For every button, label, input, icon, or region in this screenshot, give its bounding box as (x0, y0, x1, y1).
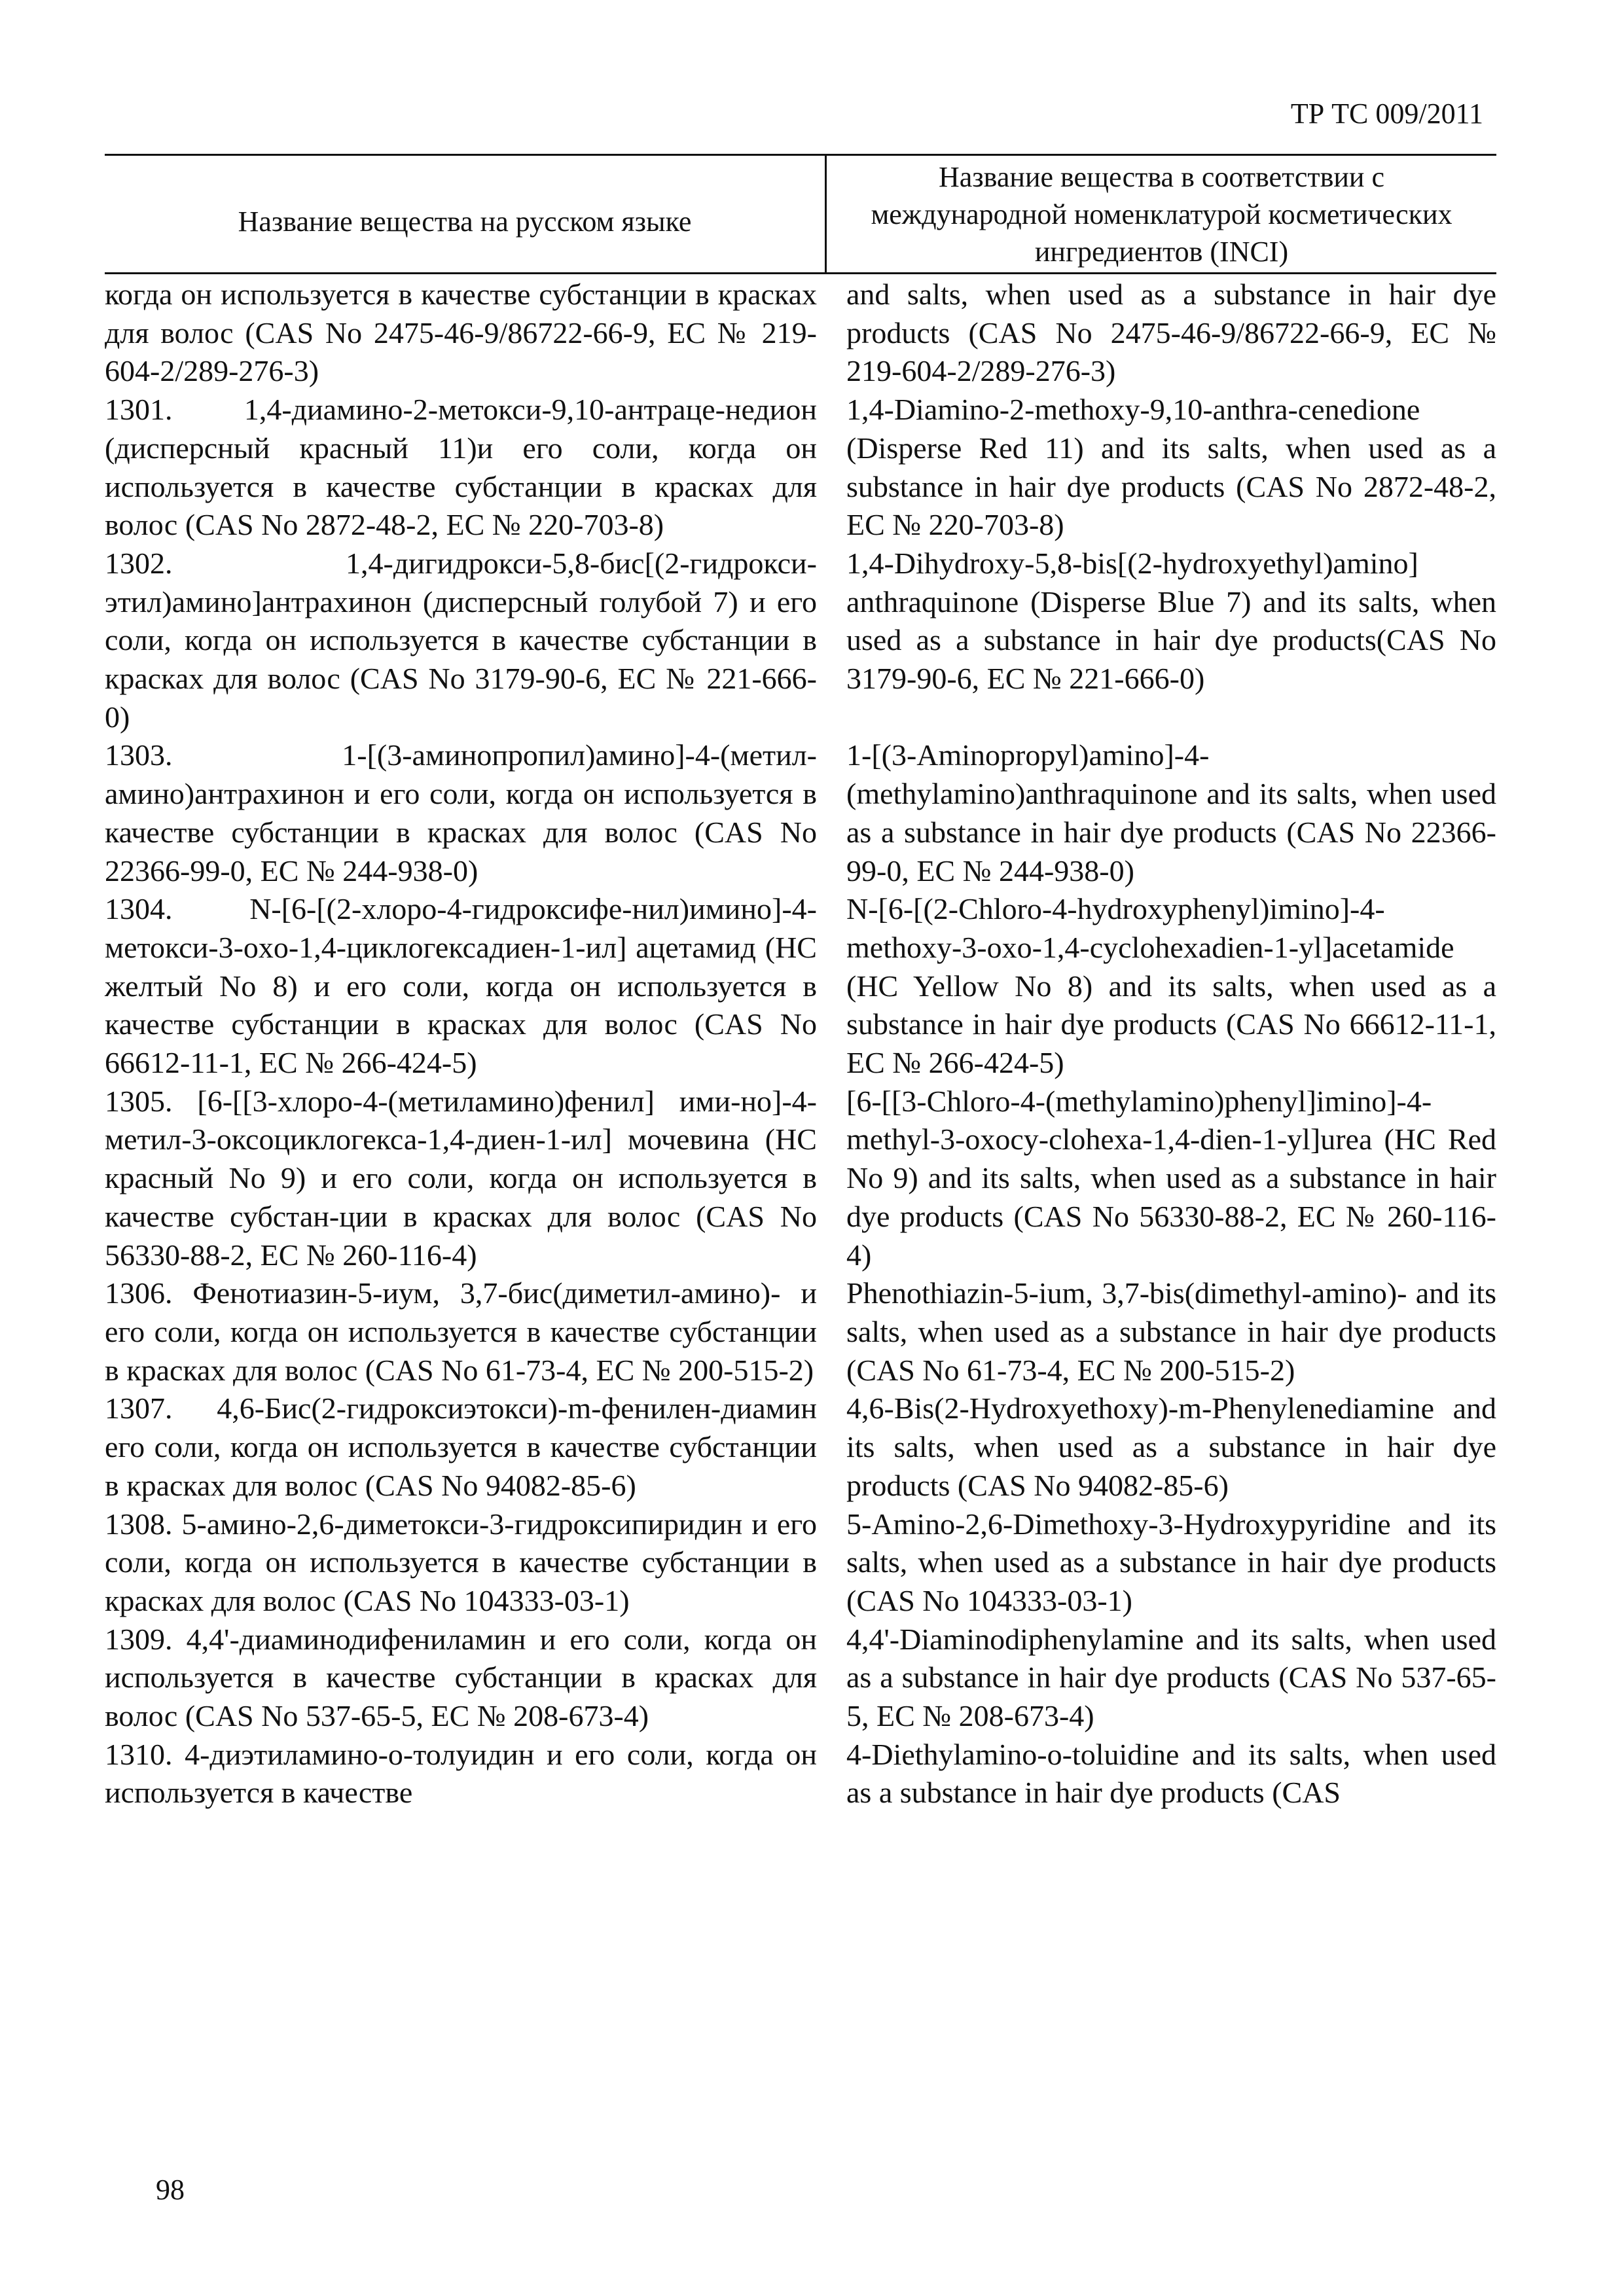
inci-name-cell: 1,4-Diamino-2-methoxy-9,10-anthra-cenedione (Disperse Red 11) and its salts, when used as a substance in hair dye products (CAS No 2872-48-2, EC № 220-703-8) (846, 393, 1496, 542)
table-row (105, 1621, 1496, 1736)
russian-name-cell: 1307. 4,6-Бис(2-гидроксиэтокси)-m-фенилен-диамин его соли, когда он используется в качестве субстанции в красках для волос (CAS No 94082-85-6) (105, 1391, 817, 1502)
russian-name-cell: 1310. 4-диэтиламино-о-толуидин и его соли, когда он используется в качестве (105, 1737, 817, 1810)
inci-name-cell: 4-Diethylamino-o-toluidine and its salts, when used as a substance in hair dye products (CAS (846, 1737, 1496, 1810)
russian-name-cell: 1309. 4,4'-диаминодифениламин и его соли, когда он используется в качестве субстанции в красках для волос (CAS No 537-65-5, ЕС № 208-673-4) (105, 1622, 817, 1733)
russian-name-cell: 1301. 1,4-диамино-2-метокси-9,10-антраце-недион (дисперсный красный 11)и его соли, когда он используется в качестве субстанции в красках для волос (CAS No 2872-48-2, ЕС № 220-703-8) (105, 393, 817, 542)
inci-name-cell: 4,4'-Diaminodiphenylamine and its salts, when used as a substance in hair dye products (CAS No 537-65-5, EC № 208-673-4) (846, 1622, 1496, 1733)
table-row (105, 391, 1496, 545)
inci-name-cell: N-[6-[(2-Chloro-4-hydroxyphenyl)imino]-4-methoxy-3-oxo-1,4-cyclohexadien-1-yl]acetamide (HC Yellow No 8) and its salts, when used as a substance in hair dye products (CAS No 66612-11-1, EC № 266-424-5) (846, 892, 1496, 1080)
table-row (105, 890, 1496, 1083)
table-row (105, 1736, 1496, 1812)
inci-name-cell: 1,4-Dihydroxy-5,8-bis[(2-hydroxyethyl)amino] anthraquinone (Disperse Blue 7) and its salts, when used as a substance in hair dye products(CAS No 3179-90-6, EC № 221-666-0) (846, 546, 1496, 696)
table-row (105, 1505, 1496, 1621)
russian-name-cell: когда он используется в качестве субстанции в красках для волос (CAS No 2475-46-9/86722-66-9, ЕС № 219-604-2/289-276-3) (105, 278, 817, 388)
page-number: 98 (156, 2174, 185, 2206)
inci-name-cell: 1-[(3-Aminopropyl)amino]-4-(methylamino)anthraquinone and its salts, when used as a substance in hair dye products (CAS No 22366-99-0, EC № 244-938-0) (846, 738, 1496, 888)
russian-name-cell: 1303. 1-[(3-аминопропил)амино]-4-(метил-амино)антрахинон и его соли, когда он используется в качестве субстанции в красках для волос (CAS No 22366-99-0, ЕС № 244-938-0) (105, 738, 817, 888)
inci-name-cell: and salts, when used as a substance in hair dye products (CAS No 2475-46-9/86722-66-9, EC № 219-604-2/289-276-3) (846, 278, 1496, 388)
table-row (105, 1390, 1496, 1505)
table-row (105, 736, 1496, 890)
table-row (105, 1083, 1496, 1275)
russian-name-cell: 1308. 5-амино-2,6-диметокси-3-гидроксипиридин и его соли, когда он используется в качестве субстанции в красках для волос (CAS No 104333-03-1) (105, 1507, 817, 1617)
inci-name-cell: [6-[[3-Chloro-4-(methylamino)phenyl]imino]-4-methyl-3-oxocy-clohexa-1,4-dien-1-yl]urea (HC Red No 9) and its salts, when used as a substance in hair dye products (CAS No 56330-88-2, EC № 260-116-4) (846, 1084, 1496, 1272)
russian-name-cell: 1304. N-[6-[(2-хлоро-4-гидроксифе-нил)имино]-4-метокси-3-оxo-1,4-циклогексадиен-1-ил] ацетамид (HC желтый No 8) и его соли, когда он используется в качестве субстанции в красках для волос (CAS No 66612-11-1, ЕС № 266-424-5) (105, 892, 817, 1080)
table-row (105, 1274, 1496, 1390)
table-header (105, 154, 1496, 274)
substance-table (105, 154, 1496, 1812)
inci-name-cell: 5-Amino-2,6-Dimethoxy-3-Hydroxypyridine and its salts, when used as a substance in hair dye products (CAS No 104333-03-1) (846, 1507, 1496, 1617)
inci-name-cell: Phenothiazin-5-ium, 3,7-bis(dimethyl-amino)- and its salts, when used as a substance in hair dye products (CAS No 61-73-4, EC № 200-515-2) (846, 1276, 1496, 1387)
header-inci-name: Название вещества в соответствии с международной номенклатурой косметических ингредиентов (INCI) (871, 160, 1453, 268)
russian-name-cell: 1305. [6-[[3-хлоро-4-(метиламино)фенил] ими-но]-4-метил-3-оксоциклогекса-1,4-диен-1-ил] мочевина (HC красный No 9) и его соли, когда он используется в качестве субстан-ции в красках для волос (CAS No 56330-88-2, ЕС № 260-116-4) (105, 1084, 817, 1272)
table-body (105, 276, 1496, 1812)
document-code: ТР ТС 009/2011 (1290, 98, 1483, 130)
inci-name-cell: 4,6-Bis(2-Hydroxyethoxy)-m-Phenylenediamine and its salts, when used as a substance in hair dye products (CAS No 94082-85-6) (846, 1391, 1496, 1502)
russian-name-cell: 1302. 1,4-дигидрокси-5,8-бис[(2-гидрокси-этил)амино]антрахинон (дисперсный голубой 7) и его соли, когда он используется в качестве субстанции в красках для волос (CAS No 3179-90-6, ЕС № 221-666-0) (105, 546, 817, 734)
table-row (105, 545, 1496, 737)
russian-name-cell: 1306. Фенотиазин-5-иум, 3,7-бис(диметил-амино)- и его соли, когда он используется в качестве субстанции в красках для волос (CAS No 61-73-4, ЕС № 200-515-2) (105, 1276, 817, 1387)
table-row (105, 276, 1496, 391)
header-russian-name: Название вещества на русском языке (105, 156, 827, 272)
